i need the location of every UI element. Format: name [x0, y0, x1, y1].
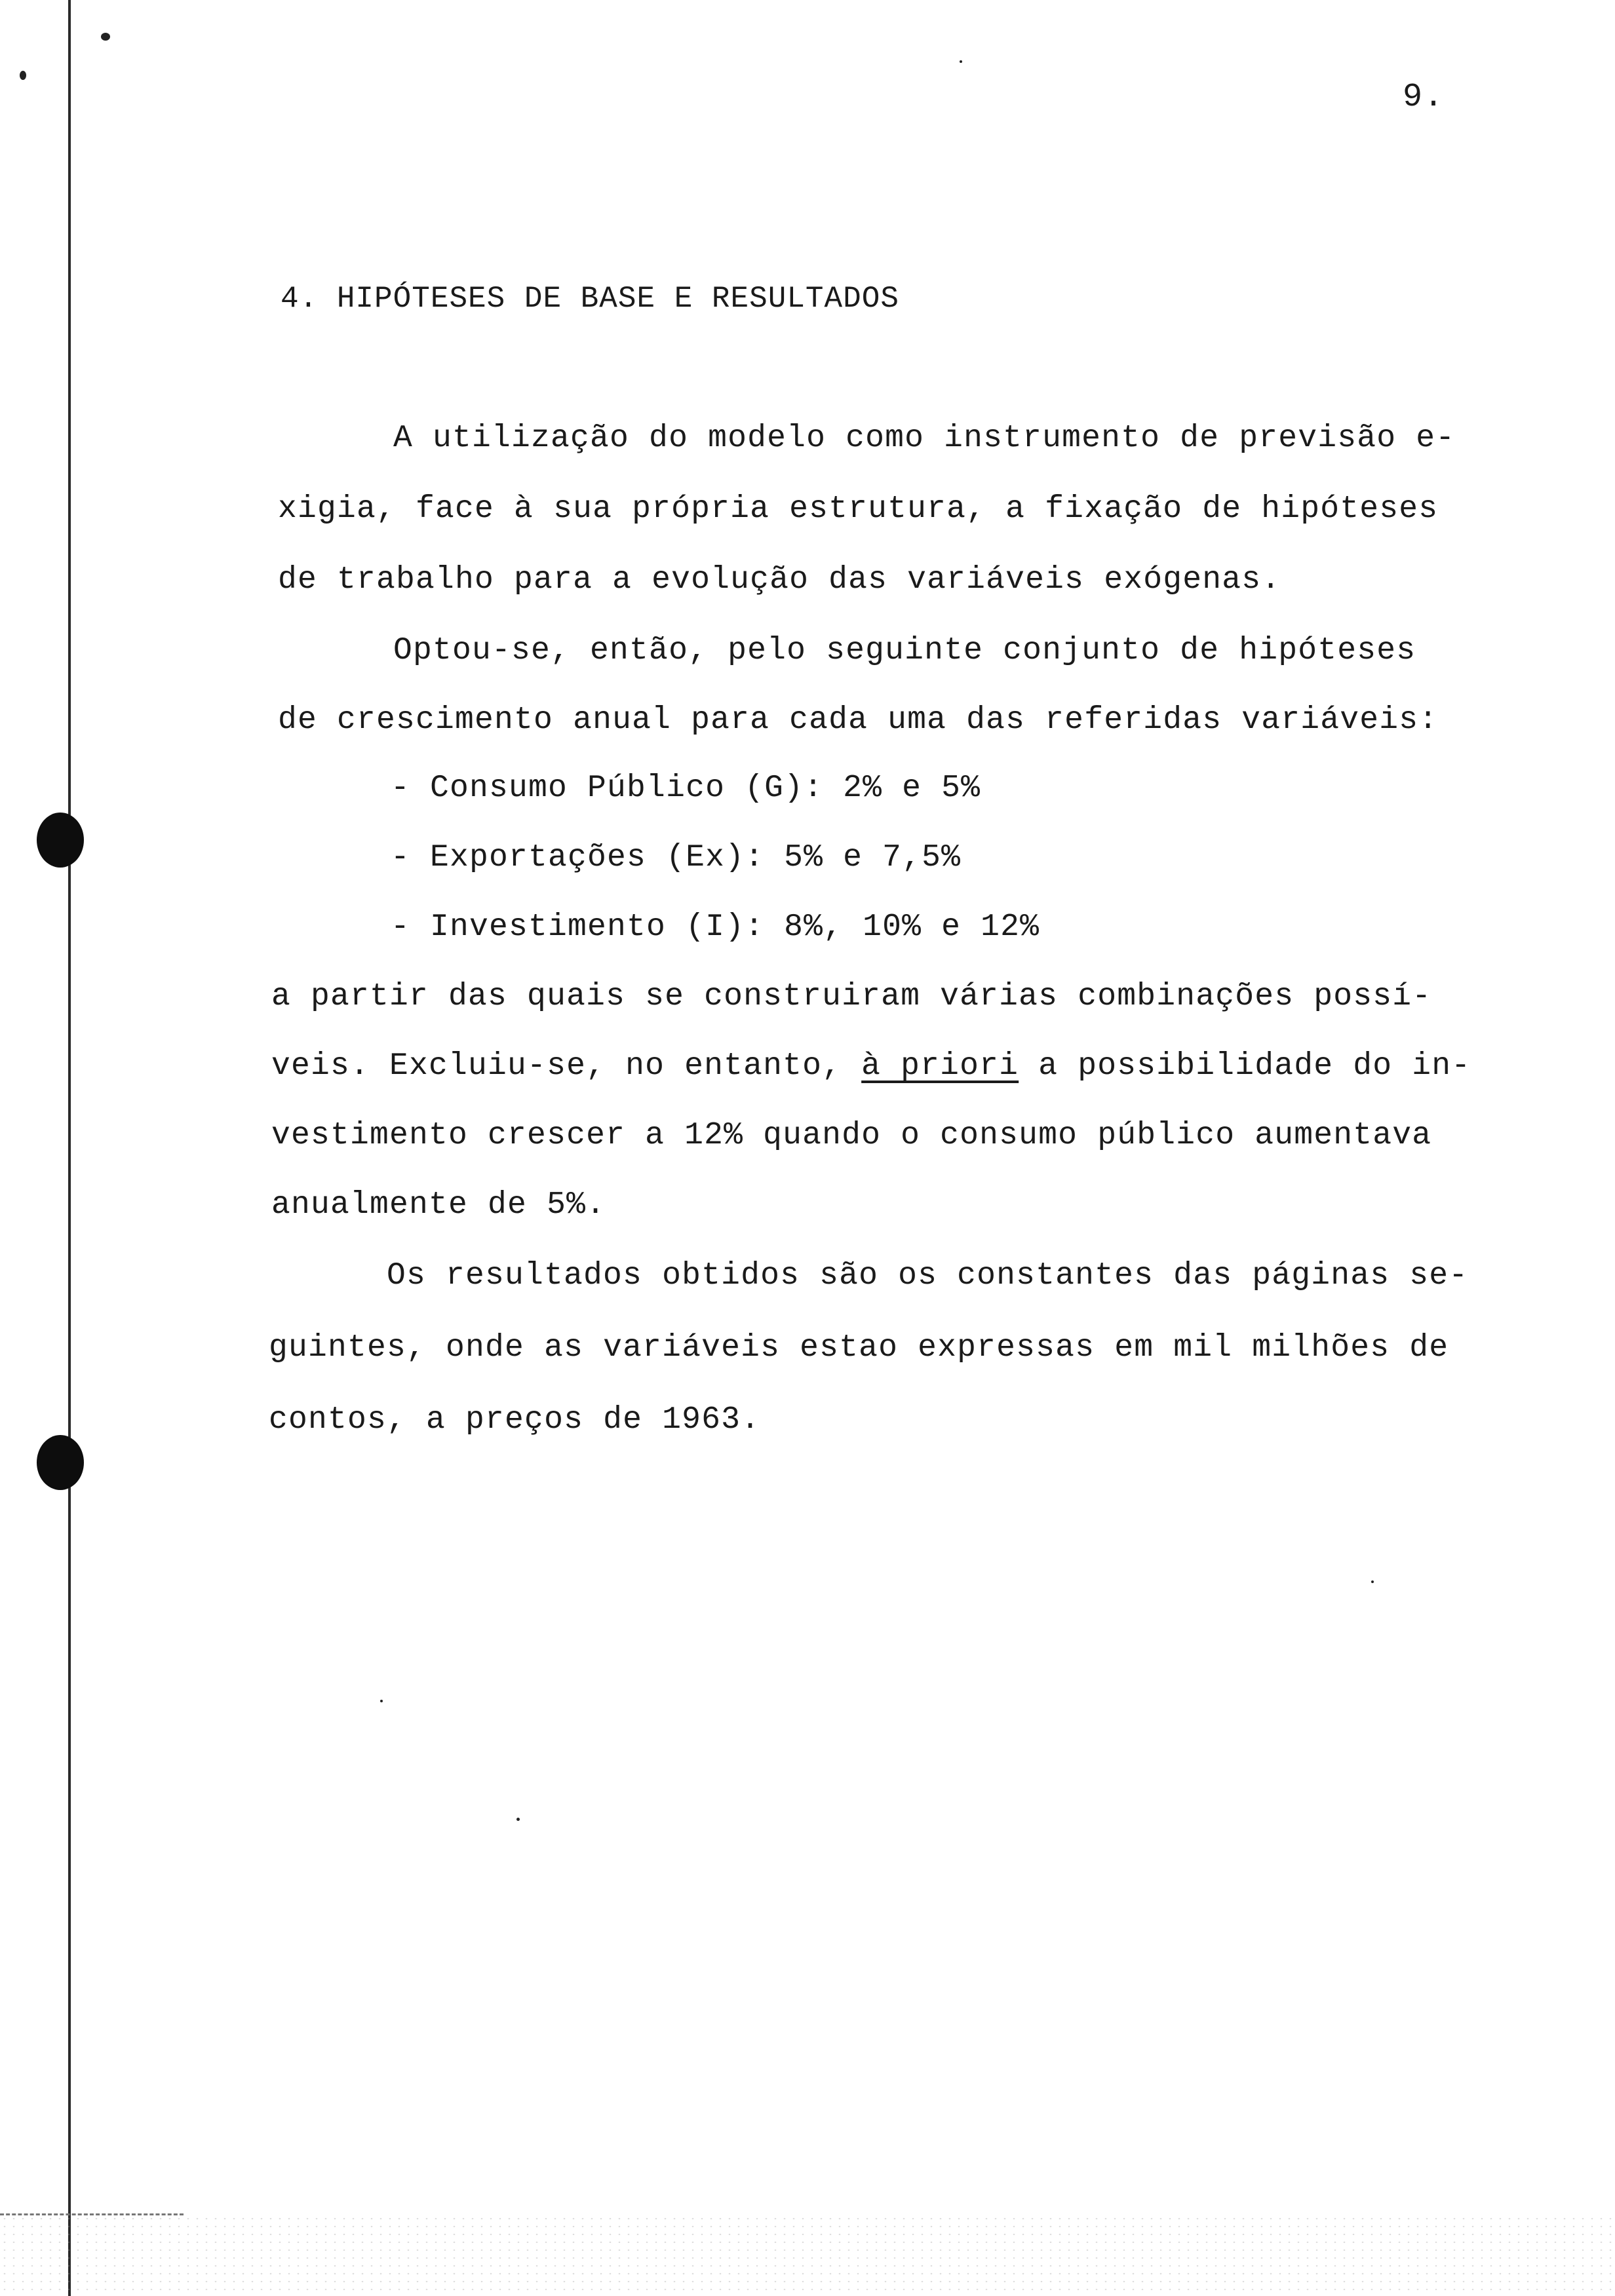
scan-speck [20, 71, 26, 80]
page-number: 9. [1403, 79, 1445, 116]
binding-margin-line [68, 0, 71, 2296]
hypothesis-consumo-publico: - Consumo Público (G): 2% e 5% [391, 771, 981, 806]
paragraph-3-line-2-end: a possibilidade do in- [1019, 1048, 1471, 1084]
paragraph-1-line-1: A utilização do modelo como instrumento de previsão e- [393, 421, 1456, 456]
paragraph-1-line-2: xigia, face à sua própria estrutura, a fixação de hipóteses [278, 491, 1439, 527]
scan-speck [380, 1700, 383, 1702]
hypothesis-investimento: - Investimento (I): 8%, 10% e 12% [391, 909, 1040, 945]
paragraph-2-line-2: de crescimento anual para cada uma das referidas variáveis: [278, 702, 1439, 738]
scan-speck [516, 1818, 520, 1821]
paragraph-4-line-2: guintes, onde as variáveis estao expressas em mil milhões de [269, 1330, 1449, 1366]
scan-edge-mark [0, 2213, 184, 2215]
hypothesis-exportacoes: - Exportações (Ex): 5% e 7,5% [391, 840, 962, 875]
scan-speck [101, 33, 110, 41]
paragraph-3-line-1: a partir das quais se construiram várias combinações possí- [271, 979, 1432, 1014]
scan-speck [1371, 1580, 1374, 1583]
paragraph-3-line-2 [271, 1048, 1471, 1084]
paragraph-3-line-3: vestimento crescer a 12% quando o consumo público aumentava [271, 1118, 1432, 1153]
paragraph-3-line-2-start: veis. Excluiu-se, no entanto, [271, 1048, 862, 1084]
paragraph-4-line-1: Os resultados obtidos são os constantes das páginas se- [387, 1258, 1469, 1293]
scan-speck [960, 60, 962, 63]
paragraph-1-line-3: de trabalho para a evolução das variáveis exógenas. [278, 562, 1281, 598]
scan-noise [0, 2215, 1615, 2296]
paragraph-2-line-1: Optou-se, então, pelo seguinte conjunto de hipóteses [393, 633, 1416, 668]
punch-hole-lower [37, 1435, 84, 1490]
paragraph-3-line-4: anualmente de 5%. [271, 1187, 606, 1223]
punch-hole-upper [37, 813, 84, 868]
section-heading: 4. HIPÓTESES DE BASE E RESULTADOS [281, 282, 899, 316]
underlined-a-priori: à priori [861, 1048, 1019, 1084]
paragraph-4-line-3: contos, a preços de 1963. [269, 1402, 761, 1438]
